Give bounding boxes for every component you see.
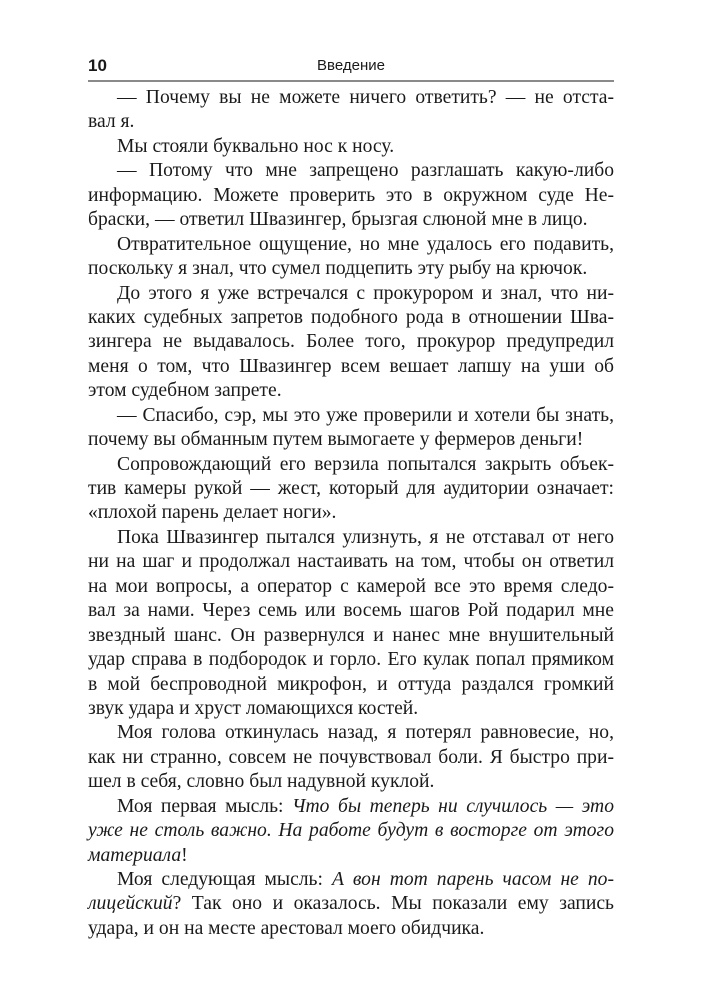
header-rule bbox=[88, 80, 614, 82]
text-line: этом судебном запрете. bbox=[88, 380, 282, 402]
text-line: шел в себя, словно был надувной куклой. bbox=[88, 771, 435, 793]
text-line bbox=[88, 795, 614, 819]
text-line: браски, — ответил Швазингер, брызгая слюной мне в лицо. bbox=[88, 209, 588, 231]
text-line: меня о том, что Швазингер всем вешает лапшу на уши об bbox=[88, 355, 614, 377]
text-line: тив камеры рукой — жест, который для аудитории означает: bbox=[88, 478, 614, 499]
text-line: — Спасибо, сэр, мы это уже проверили и хотели бы знать, bbox=[117, 404, 614, 426]
text-line: Отвратительное ощущение, но мне удалось его подавить, bbox=[117, 233, 614, 255]
italic-text-run: лицейский bbox=[88, 893, 173, 915]
text-run: ? Так оно и оказалось. Мы показали ему запись bbox=[172, 893, 614, 915]
text-line: вал я. bbox=[88, 111, 135, 133]
text-line: на мои вопросы, а оператор с камерой все это время следо- bbox=[88, 575, 614, 597]
text-run: ! bbox=[181, 844, 188, 866]
text-line: каких судебных запретов подобного рода в отношении Шва- bbox=[88, 306, 614, 328]
text-line: как ни странно, совсем не почувствовал боли. Я быстро при- bbox=[88, 746, 614, 768]
text-line bbox=[88, 868, 614, 892]
page-number: 10 bbox=[88, 56, 107, 75]
text-line: информацию. Можете проверить это в окружном суде Не- bbox=[88, 184, 614, 206]
text-line: «плохой парень делает ноги». bbox=[88, 502, 337, 524]
text-line: — Потому что мне запрещено разглашать какую-либо bbox=[117, 160, 614, 182]
text-line: уже не столь важно. На работе будут в восторге от этого bbox=[88, 820, 614, 842]
text-line: звук удара и хруст ломающихся костей. bbox=[88, 697, 419, 719]
text-line: почему вы обманным путем вымогаете у фермеров деньги! bbox=[88, 429, 584, 451]
text-line: Сопровождающий его верзила попытался закрыть объек- bbox=[117, 453, 614, 475]
text-run: Моя первая мысль: bbox=[117, 795, 293, 817]
text-run: Моя следующая мысль: bbox=[117, 869, 332, 890]
italic-text-run: материала bbox=[88, 844, 182, 866]
text-line: удар справа в подбородок и горло. Его кулак попал прямиком bbox=[88, 649, 614, 671]
text-line: Мы стояли буквально нос к носу. bbox=[117, 135, 395, 157]
text-line: удара, и он на месте арестовал моего обидчика. bbox=[88, 917, 485, 939]
text-line: звездный шанс. Он развернулся и нанес мне внушительный bbox=[88, 624, 614, 646]
text-line: — Почему вы не можете ничего ответить? — не отста- bbox=[117, 87, 614, 108]
italic-text-run: А вон тот парень часом не по- bbox=[331, 869, 614, 890]
text-line bbox=[88, 844, 614, 868]
body-text bbox=[88, 86, 614, 941]
text-line: ни на шаг и продолжал настаивать на том, чтобы он ответил bbox=[88, 551, 614, 573]
text-line: зингера не выдавалось. Более того, прокурор предупредил bbox=[88, 331, 614, 353]
text-line: До этого я уже встречался с прокурором и знал, что ни- bbox=[117, 282, 614, 304]
text-line: Пока Швазингер пытался улизнуть, я не отставал от него bbox=[117, 526, 614, 548]
text-line: в мой беспроводной микрофон, и оттуда раздался громкий bbox=[88, 673, 614, 695]
text-line: Моя голова откинулась назад, я потерял равновесие, но, bbox=[117, 722, 614, 744]
text-line: вал за нами. Через семь или восемь шагов Рой подарил мне bbox=[88, 600, 614, 622]
page-header bbox=[88, 54, 614, 80]
text-line: поскольку я знал, что сумел подцепить эту рыбу на крючок. bbox=[88, 258, 588, 280]
text-line bbox=[88, 892, 614, 916]
italic-text-run: Что бы теперь ни случилось — это bbox=[292, 795, 614, 817]
running-title: Введение bbox=[317, 57, 385, 74]
